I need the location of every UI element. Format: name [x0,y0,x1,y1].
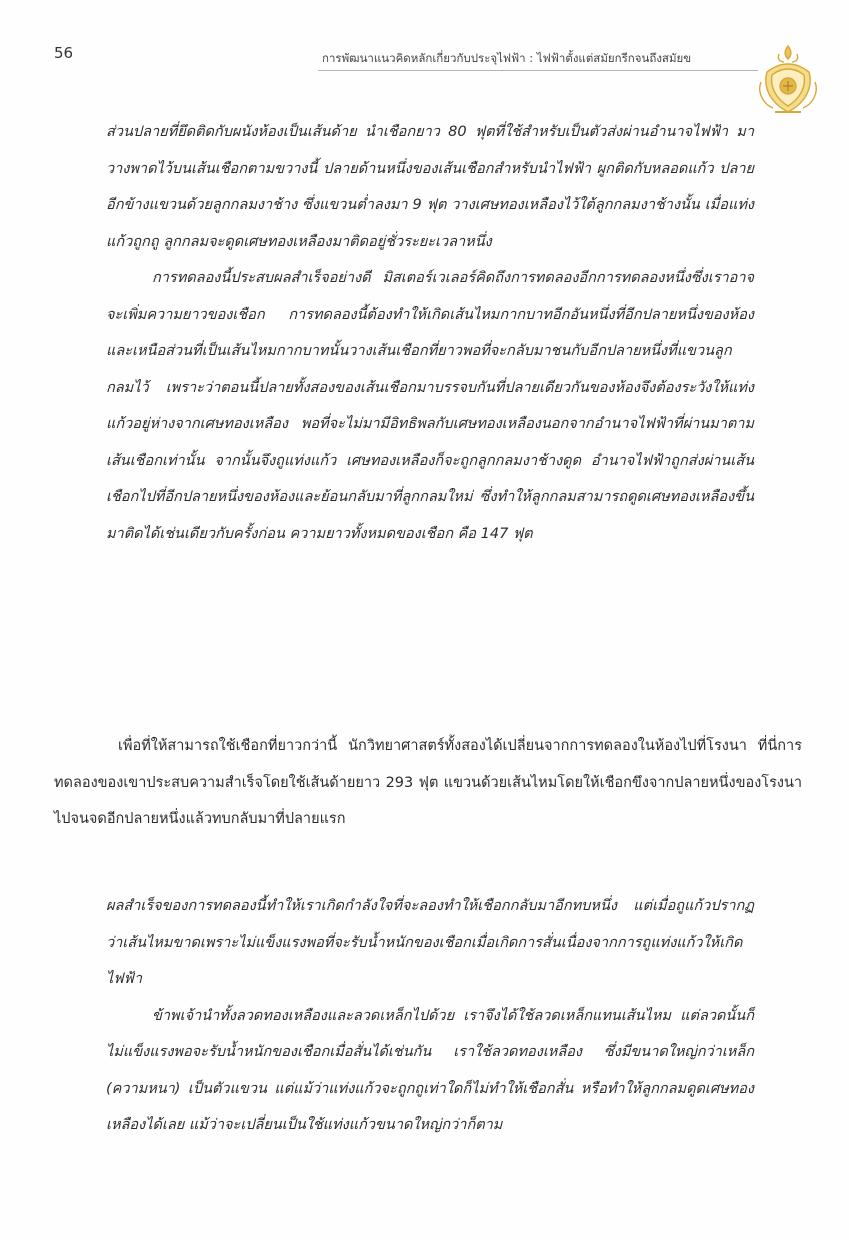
royal-seal-emblem-icon [755,42,821,118]
block-quote-1 [106,114,754,552]
quote-1-paragraph-1: ส่วนปลายที่ยึดติดกับผนังห้องเป็นเส้นด้าย นำเชือกยาว 80 ฟุตที่ใช้สำหรับเป็นตัวส่งผ่านอำนาจไฟฟ้า มาวางพาดไว้บนเส้นเชือกตามขวางนี้ ปลายด้านหนึ่งของเส้นเชือกสำหรับนำไฟฟ้า ผูกติดกับหลอดแก้ว ปลายอีกข้างแขวนด้วยลูกกลมงาช้าง ซึ่งแขวนต่ำลงมา 9 ฟุต วางเศษทองเหลืองไว้ใต้ลูกกลมงาช้างนั้น เมื่อแท่งแก้วถูกถู ลูกกลมจะดูดเศษทองเหลืองมาติดอยู่ชั่วระยะเวลาหนึ่ง [106,124,754,250]
quote-2-paragraph-1: ผลสำเร็จของการทดลองนี้ทำให้เราเกิดกำลังใจที่จะลองทำให้เชือกกลับมาอีกทบหนึ่ง แต่เมื่อถูแก้วปรากฏว่าเส้นไหมขาดเพราะไม่แข็งแรงพอที่จะรับน้ำหนักของเชือกเมื่อเกิดการสั่นเนื่องจากการถูแท่งแก้วให้เกิดไฟฟ้า [106,898,754,987]
header-divider [318,70,758,71]
body-paragraph-block [54,728,802,838]
running-header-title: การพัฒนาแนวคิดหลักเกี่ยวกับประจุไฟฟ้า : ไฟฟ้าตั้งแต่สมัยกรีกจนถึงสมัยข [322,51,692,65]
block-quote-2 [106,888,754,1144]
body-paragraph-1: เพื่อที่ให้สามารถใช้เชือกที่ยาวกว่านี้ นักวิทยาศาสตร์ทั้งสองได้เปลี่ยนจากการทดลองในห้องไปที่โรงนา ที่นี่การทดลองของเขาประสบความสำเร็จโดยใช้เส้นด้ายยาว 293 ฟุต แขวนด้วยเส้นไหมโดยให้เชือกขึงจากปลายหนึ่งของโรงนาไปจนจดอีกปลายหนึ่งแล้วทบกลับมาที่ปลายแรก [54,738,802,827]
quote-1-paragraph-2: การทดลองนี้ประสบผลสำเร็จอย่างดี มิสเตอร์เวเลอร์คิดถึงการทดลองอีกการทดลองหนึ่งซึ่งเราอาจจะเพิ่มความยาวของเชือก การทดลองนี้ต้องทำให้เกิดเส้นไหมกากบาทอีกอันหนึ่งที่อีกปลายหนึ่งของห้อง และเหนือส่วนที่เป็นเส้นไหมกากบาทนั้นวางเส้นเชือกที่ยาวพอที่จะกลับมาชนกับอีกปลายหนึ่งที่แขวนลูกกลมไว้ เพราะว่าตอนนี้ปลายทั้งสองของเส้นเชือกมาบรรจบกันที่ปลายเดียวกันของห้องจึงต้องระวังให้แท่งแก้วอยู่ห่างจากเศษทองเหลือง พอที่จะไม่มามีอิทธิพลกับเศษทองเหลืองนอกจากอำนาจไฟฟ้าที่ผ่านมาตามเส้นเชือกเท่านั้น จากนั้นจึงถูแท่งแก้ว เศษทองเหลืองก็จะถูกลูกกลมงาช้างดูด อำนาจไฟฟ้าถูกส่งผ่านเส้นเชือกไปที่อีกปลายหนึ่งของห้องและย้อนกลับมาที่ลูกกลมใหม่ ซึ่งทำให้ลูกกลมสามารถดูดเศษทองเหลืองขึ้นมาติดได้เช่นเดียวกับครั้งก่อน ความยาวทั้งหมดของเชือก คือ 147 ฟุต [106,270,754,542]
page-number: 56 [54,44,74,62]
quote-2-paragraph-2: ข้าพเจ้านำทั้งลวดทองเหลืองและลวดเหล็กไปด้วย เราจึงได้ใช้ลวดเหล็กแทนเส้นไหม แต่ลวดนั้นก็ไม่แข็งแรงพอจะรับน้ำหนักของเชือกเมื่อสั่นได้เช่นกัน เราใช้ลวดทองเหลือง ซึ่งมีขนาดใหญ่กว่าเหล็ก (ความหนา) เป็นตัวแขวน แต่แม้ว่าแท่งแก้วจะถูกถูเท่าใดก็ไม่ทำให้เชือกสั่น หรือทำให้ลูกกลมดูดเศษทองเหลืองได้เลย แม้ว่าจะเปลี่ยนเป็นใช้แท่งแก้วขนาดใหญ่กว่าก็ตาม [106,1007,754,1133]
